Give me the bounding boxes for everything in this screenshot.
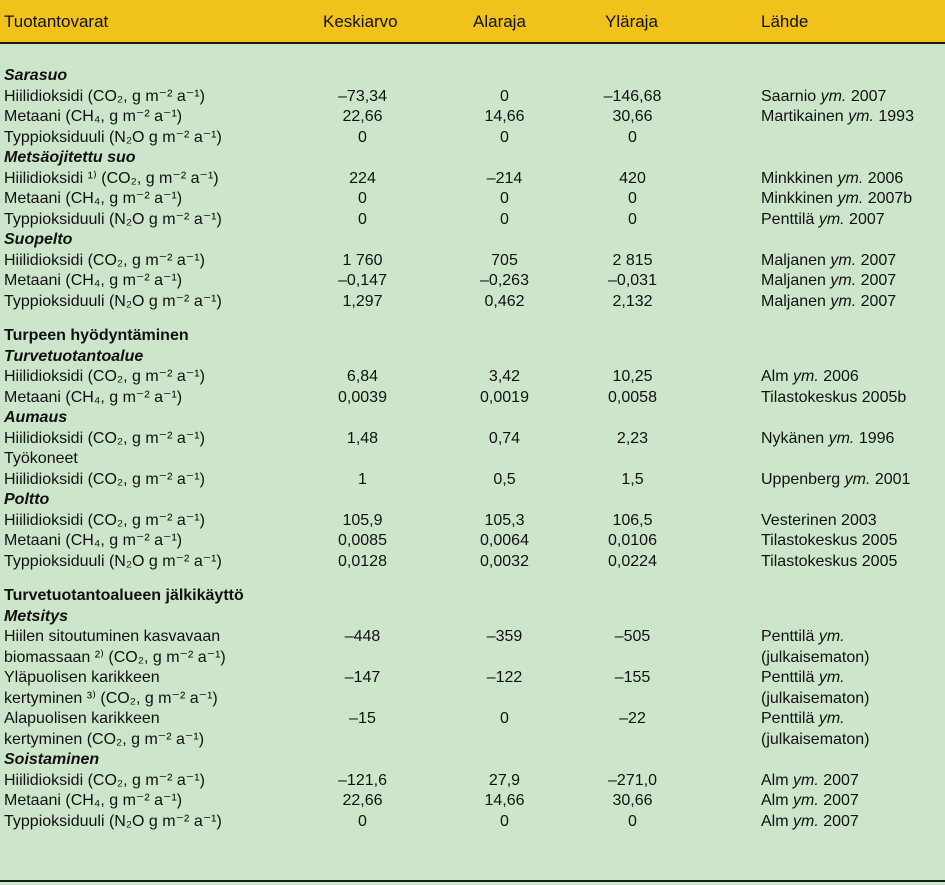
source-cell: Maljanen ym. 2007 [761, 251, 897, 269]
row-label: Typpioksiduuli (N₂O g m⁻² a⁻¹) [4, 210, 222, 228]
ylaraja-cell: 420 [619, 169, 646, 187]
ylaraja-cell: 1,5 [621, 470, 644, 488]
ylaraja-cell: 2,132 [612, 292, 653, 310]
source-cell: Saarnio ym. 2007 [761, 87, 887, 105]
row-label: Hiilidioksidi (CO₂, g m⁻² a⁻¹) [4, 87, 205, 105]
alaraja-cell: 0 [500, 128, 509, 146]
ylaraja-cell: 0,0106 [608, 532, 657, 549]
keskiarvo-cell: 0 [358, 210, 367, 228]
section-title: Suopelto [4, 231, 73, 248]
row-label: Hiilidioksidi (CO₂, g m⁻² a⁻¹) [4, 368, 205, 385]
source-cell: Penttilä ym. 2007 [761, 210, 885, 228]
keskiarvo-cell: 1 [358, 470, 367, 488]
row-label: Hiilen sitoutuminen kasvavaan [4, 628, 221, 645]
source-cell: Alm ym. 2007 [761, 771, 859, 789]
alaraja-cell: 14,66 [484, 108, 525, 125]
alaraja-cell: 3,42 [488, 368, 521, 385]
alaraja-cell: 0,0019 [480, 388, 529, 406]
ylaraja-cell: 2,23 [616, 429, 649, 447]
source-cell: (julkaisematon) [761, 730, 870, 748]
row-label: Yläpuolisen karikkeen [4, 669, 160, 686]
alaraja-cell: –0,263 [480, 272, 529, 289]
row-label: Hiilidioksidi ¹⁾ (CO₂, g m⁻² a⁻¹) [4, 169, 219, 187]
table-row [0, 470, 945, 491]
keskiarvo-cell: –448 [344, 628, 381, 645]
table-row [0, 812, 945, 833]
section-title: Metsitys [4, 607, 69, 625]
section-row [0, 408, 945, 429]
row-label: Metaani (CH₄, g m⁻² a⁻¹) [4, 108, 183, 125]
keskiarvo-cell: 0 [358, 190, 367, 207]
ylaraja-cell: –155 [614, 669, 651, 686]
group-row [0, 326, 945, 347]
ylaraja-cell: 106,5 [612, 511, 653, 529]
row-label: Typpioksiduuli (N₂O g m⁻² a⁻¹) [4, 812, 222, 830]
table-row [0, 292, 945, 313]
table-row [0, 367, 945, 388]
keskiarvo-cell: 224 [349, 169, 376, 187]
table-row [0, 511, 945, 532]
section-title: Turvetuotantoalue [4, 347, 144, 365]
section-row [0, 230, 945, 251]
row-label: Metaani (CH₄, g m⁻² a⁻¹) [4, 532, 183, 549]
source-cell: Tilastokeskus 2005 [761, 552, 898, 570]
keskiarvo-cell: 22,66 [342, 792, 383, 809]
table-row [0, 791, 945, 812]
keskiarvo-cell: –121,6 [338, 771, 387, 789]
section-row [0, 347, 945, 368]
ylaraja-cell: 0 [628, 190, 637, 207]
ylaraja-cell: 0 [628, 210, 637, 228]
spacer [0, 312, 945, 326]
row-label: Työkoneet [4, 450, 78, 467]
source-cell: Alm ym. 2006 [761, 368, 859, 385]
row-label: kertyminen ³⁾ (CO₂, g m⁻² a⁻¹) [4, 689, 218, 707]
table-row [0, 251, 945, 272]
row-label: Metaani (CH₄, g m⁻² a⁻¹) [4, 388, 183, 406]
source-cell: Martikainen ym. 1993 [761, 108, 914, 125]
section-title: Soistaminen [4, 751, 100, 768]
alaraja-cell: 0,5 [493, 470, 516, 488]
ylaraja-cell: 0 [628, 812, 637, 830]
table-row [0, 271, 945, 292]
row-label: biomassaan ²⁾ (CO₂, g m⁻² a⁻¹) [4, 648, 226, 666]
alaraja-cell: –122 [486, 669, 523, 686]
row-label: Metaani (CH₄, g m⁻² a⁻¹) [4, 792, 183, 809]
table-row [0, 87, 945, 108]
source-cell: Maljanen ym. 2007 [761, 272, 897, 289]
ylaraja-cell: –146,68 [603, 87, 662, 105]
table-body [0, 66, 945, 832]
header-lahde: Lähde [761, 12, 809, 31]
section-title: Aumaus [4, 409, 68, 426]
section-row [0, 490, 945, 511]
ylaraja-cell: –0,031 [608, 272, 657, 289]
row-label: Metaani (CH₄, g m⁻² a⁻¹) [4, 272, 183, 289]
group-title: Turvetuotantoalueen jälkikäyttö [4, 587, 244, 604]
alaraja-cell: 105,3 [484, 511, 525, 529]
keskiarvo-cell: 1,48 [346, 429, 379, 447]
keskiarvo-cell: 22,66 [342, 108, 383, 125]
section-title: Sarasuo [4, 67, 68, 84]
ylaraja-cell: 30,66 [612, 108, 653, 125]
ylaraja-cell: –505 [614, 628, 651, 645]
source-cell: Nykänen ym. 1996 [761, 429, 895, 447]
alaraja-cell: 0 [500, 190, 509, 207]
table-row [0, 709, 945, 730]
table-row [0, 107, 945, 128]
ylaraja-cell: 30,66 [612, 792, 653, 809]
alaraja-cell: –214 [486, 169, 523, 187]
keskiarvo-cell: 0,0039 [338, 388, 387, 406]
keskiarvo-cell: 105,9 [342, 511, 383, 529]
alaraja-cell: 0,0064 [480, 532, 529, 549]
header-tuotantovarat: Tuotantovarat [4, 12, 109, 31]
ylaraja-cell: –22 [619, 710, 646, 727]
keskiarvo-cell: 0 [358, 128, 367, 146]
alaraja-cell: 0 [500, 87, 509, 105]
row-label: Typpioksiduuli (N₂O g m⁻² a⁻¹) [4, 552, 222, 570]
bottom-rule [0, 880, 945, 882]
ylaraja-cell: 0 [628, 128, 637, 146]
ylaraja-cell: 2 815 [612, 251, 653, 269]
keskiarvo-cell: 1 760 [342, 251, 383, 269]
section-title: Metsäojitettu suo [4, 149, 136, 166]
keskiarvo-cell: 0,0085 [338, 532, 387, 549]
table-row [0, 210, 945, 231]
row-label: Metaani (CH₄, g m⁻² a⁻¹) [4, 190, 183, 207]
alaraja-cell: 705 [491, 251, 518, 269]
row-label: Hiilidioksidi (CO₂, g m⁻² a⁻¹) [4, 771, 205, 789]
ylaraja-cell: –271,0 [608, 771, 657, 789]
table-row [0, 189, 945, 210]
source-cell: Maljanen ym. 2007 [761, 292, 897, 310]
header-ylaraja: Yläraja [605, 12, 658, 31]
table-row [0, 531, 945, 552]
keskiarvo-cell: 0 [358, 812, 367, 830]
ylaraja-cell: 0,0224 [608, 552, 657, 570]
row-label: Typpioksiduuli (N₂O g m⁻² a⁻¹) [4, 292, 222, 310]
alaraja-cell: 0,462 [484, 292, 525, 310]
keskiarvo-cell: 6,84 [346, 368, 379, 385]
header-alaraja: Alaraja [473, 12, 526, 31]
source-cell: Penttilä ym. [761, 669, 845, 686]
section-row [0, 607, 945, 628]
keskiarvo-cell: –15 [349, 710, 376, 727]
row-label: kertyminen (CO₂, g m⁻² a⁻¹) [4, 730, 205, 748]
table-row [0, 668, 945, 689]
table-row [0, 771, 945, 792]
group-title: Turpeen hyödyntäminen [4, 327, 189, 344]
spacer [0, 572, 945, 586]
section-row [0, 148, 945, 169]
table-row [0, 552, 945, 573]
table-row-continued [0, 689, 945, 710]
alaraja-cell: 0 [500, 812, 509, 830]
source-cell: Minkkinen ym. 2006 [761, 169, 904, 187]
keskiarvo-cell: 0,0128 [338, 552, 387, 570]
source-cell: Penttilä ym. [761, 628, 845, 645]
alaraja-cell: 14,66 [484, 792, 525, 809]
table-row [0, 169, 945, 190]
keskiarvo-cell: –147 [344, 669, 381, 686]
row-label: Alapuolisen karikkeen [4, 710, 160, 727]
alaraja-cell: –359 [486, 628, 523, 645]
alaraja-cell: 0,74 [488, 429, 521, 447]
ylaraja-cell: 10,25 [612, 368, 653, 385]
section-row [0, 66, 945, 87]
source-cell: Tilastokeskus 2005 [761, 532, 898, 549]
table-row [0, 627, 945, 648]
source-cell: Minkkinen ym. 2007b [761, 190, 913, 207]
section-row [0, 750, 945, 771]
source-cell: Tilastokeskus 2005b [761, 388, 907, 406]
keskiarvo-cell: 1,297 [342, 292, 383, 310]
group-row [0, 586, 945, 607]
row-label: Hiilidioksidi (CO₂, g m⁻² a⁻¹) [4, 511, 205, 529]
table-row-continued [0, 648, 945, 669]
row-label: Hiilidioksidi (CO₂, g m⁻² a⁻¹) [4, 429, 205, 447]
table-row-continued [0, 730, 945, 751]
source-cell: (julkaisematon) [761, 689, 870, 707]
section-title: Poltto [4, 491, 50, 508]
keskiarvo-cell: –73,34 [338, 87, 387, 105]
alaraja-cell: 0 [500, 210, 509, 228]
source-cell: Vesterinen 2003 [761, 511, 877, 529]
source-cell: Penttilä ym. [761, 710, 845, 727]
table-row [0, 449, 945, 470]
table-header [0, 0, 945, 44]
table-row [0, 128, 945, 149]
keskiarvo-cell: –0,147 [338, 272, 387, 289]
source-cell: Alm ym. 2007 [761, 812, 859, 830]
source-cell: (julkaisematon) [761, 648, 870, 666]
table-row [0, 388, 945, 409]
row-label: Hiilidioksidi (CO₂, g m⁻² a⁻¹) [4, 251, 205, 269]
alaraja-cell: 0 [500, 710, 509, 727]
row-label: Hiilidioksidi (CO₂, g m⁻² a⁻¹) [4, 470, 205, 488]
row-label: Typpioksiduuli (N₂O g m⁻² a⁻¹) [4, 128, 222, 146]
alaraja-cell: 0,0032 [480, 552, 529, 570]
source-cell: Alm ym. 2007 [761, 792, 859, 809]
header-keskiarvo: Keskiarvo [323, 12, 398, 31]
ylaraja-cell: 0,0058 [608, 388, 657, 406]
table-row [0, 429, 945, 450]
alaraja-cell: 27,9 [488, 771, 521, 789]
source-cell: Uppenberg ym. 2001 [761, 470, 911, 488]
